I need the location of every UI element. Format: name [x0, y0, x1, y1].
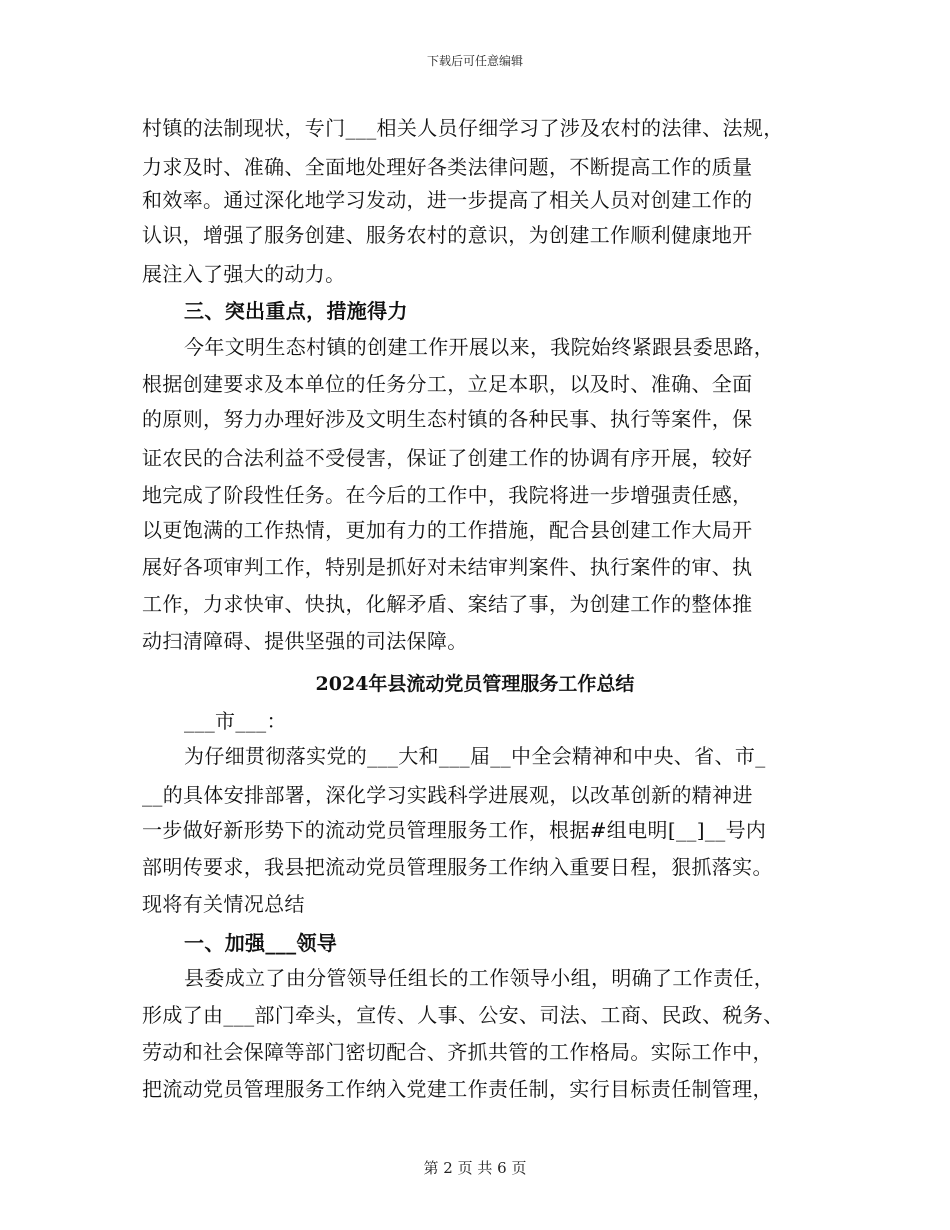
paragraph-line: 现将有关情况总结: [142, 892, 305, 916]
paragraph-line: 地完成了阶段性任务。在今后的工作中，我院将进一步增强责任感，: [142, 483, 753, 507]
paragraph-line: 认识，增强了服务创建、服务农村的意识，为创建工作顺利健康地开: [142, 223, 753, 247]
section-heading: 一、加强___领导: [184, 931, 338, 955]
page-number-footer: 第 2 页 共 6 页: [423, 1159, 527, 1177]
paragraph-line: 部明传要求，我县把流动党员管理服务工作纳入重要日程，狠抓落实。: [142, 855, 773, 879]
paragraph-line: 今年文明生态村镇的创建工作开展以来，我院始终紧跟县委思路，: [184, 335, 775, 359]
paragraph-line: 为仔细贯彻落实党的___大和___届__中全会精神和中央、省、市_: [184, 744, 766, 768]
paragraph-line: 把流动党员管理服务工作纳入党建工作责任制，实行目标责任制管理，: [142, 1077, 773, 1101]
paragraph-line: 动扫清障碍、提供坚强的司法保障。: [142, 629, 468, 653]
paragraph-line: 根据创建要求及本单位的任务分工，立足本职，以及时、准确、全面: [142, 372, 753, 396]
page-header-note: 下载后可任意编辑: [426, 54, 523, 68]
paragraph-line: __的具体安排部署，深化学习实践科学进展观，以改革创新的精神进: [142, 783, 753, 807]
paragraph-line: 劳动和社会保障等部门密切配合、齐抓共管的工作格局。实际工作中，: [142, 1040, 773, 1064]
document-title: 2024年县流动党员管理服务工作总结: [315, 673, 635, 695]
paragraph-line: 县委成立了由分管领导任组长的工作领导小组，明确了工作责任，: [184, 966, 775, 990]
paragraph-line: 形成了由___部门牵头，宣传、人事、公安、司法、工商、民政、税务、: [142, 1003, 784, 1027]
paragraph-line: 以更饱满的工作热情，更加有力的工作措施，配合县创建工作大局开: [142, 518, 753, 542]
paragraph-line: 工作，力求快审、快执，化解矛盾、案结了事，为创建工作的整体推: [142, 592, 753, 616]
paragraph-line: 一步做好新形势下的流动党员管理服务工作，根据#组电明[__]__号内: [142, 818, 767, 842]
paragraph-line: 和效率。通过深化地学习发动，进一步提高了相关人员对创建工作的: [142, 188, 753, 212]
paragraph-line: 展注入了强大的动力。: [142, 262, 346, 286]
paragraph-line: 的原则，努力办理好涉及文明生态村镇的各种民事、执行等案件，保: [142, 407, 753, 431]
paragraph-line: 力求及时、准确、全面地处理好各类法律问题，不断提高工作的质量: [142, 155, 753, 179]
paragraph-line: 村镇的法制现状，专门___相关人员仔细学习了涉及农村的法律、法规，: [142, 116, 784, 140]
paragraph-line: 证农民的合法利益不受侵害，保证了创建工作的协调有序开展，较好: [142, 446, 753, 470]
salutation-line: ___市___：: [184, 709, 287, 733]
paragraph-line: 展好各项审判工作，特别是抓好对未结审判案件、执行案件的审、执: [142, 555, 753, 579]
section-heading: 三、突出重点，措施得力: [184, 299, 408, 323]
